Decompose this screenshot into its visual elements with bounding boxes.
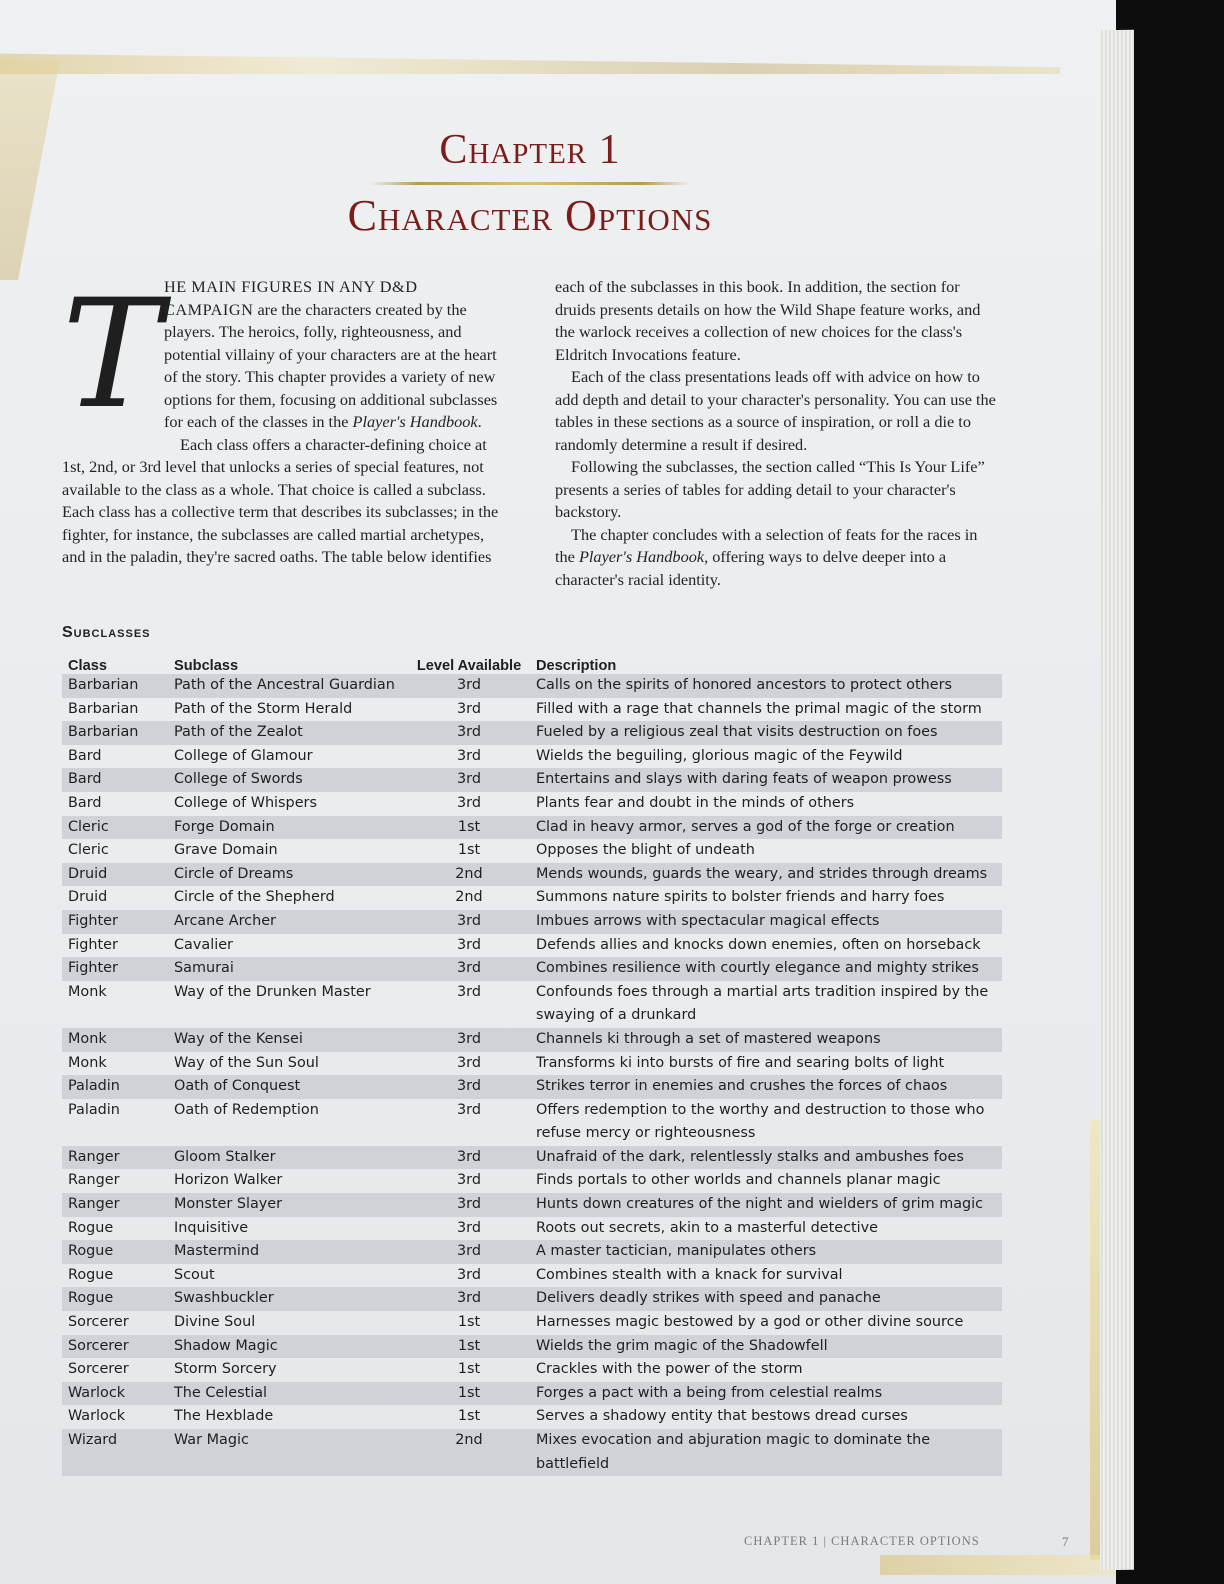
description-cell: Mixes evocation and abjuration magic to dominate the battlefield [530,1429,1002,1476]
table-row [62,1405,1002,1429]
table-row [62,768,1002,792]
table-row [62,1264,1002,1288]
class-cell: Sorcerer [62,1335,168,1359]
description-cell: Roots out secrets, akin to a masterful detective [536,1219,878,1236]
description-cell: Crackles with the power of the storm [536,1361,803,1378]
table-row [62,839,1002,863]
level-cell: 3rd [457,794,481,811]
table-row [62,1193,1002,1217]
table-row [62,1169,1002,1193]
table-row [62,721,1002,745]
class-cell: Monk [68,983,107,1000]
subclass-cell: Circle of the Shepherd [174,889,335,906]
table-row [62,957,1002,981]
table-header-row [62,648,1002,674]
level-cell: 3rd [408,957,530,981]
class-cell: Paladin [68,1101,120,1118]
class-cell: Barbarian [68,700,139,717]
subclass-cell: Cavalier [174,936,233,953]
class-cell: Druid [68,889,108,906]
level-cell: 1st [457,1408,481,1425]
chapter-number: Chapter 1 [439,127,621,173]
title-divider [370,182,690,185]
table-row [62,792,1002,816]
level-cell: 3rd [457,700,481,717]
subclass-cell: Shadow Magic [168,1335,408,1359]
table-row [62,1311,1002,1335]
gold-border-bottom [880,1555,1116,1575]
description-cell: Wields the grim magic of the Shadowfell [530,1335,1002,1359]
table-row [62,1075,1002,1099]
subclass-cell: Path of the Ancestral Guardian [168,674,408,698]
table-row [62,886,1002,910]
table-row [62,1335,1002,1359]
intro-paragraph-2: Each class offers a character-defining choice at 1st, 2nd, or 3rd level that unlocks a series of special features, not available to the class as a whole. That choice is called a subclass. Each class has a collective term that describes its subclasses; in the fighter, for instance, the subclasses are called martial archetypes, and in the paladin, they're sacred oaths. The table below identifies [62,434,499,566]
level-cell: 3rd [408,1028,530,1052]
intro-paragraph-1: HE MAIN FIGURES IN ANY D&D CAMPAIGN are the characters created by the players. The heroics, folly, righteousness, and potential villainy of your characters are at the heart of the story. This chapter provides a variety of new options for them, focusing on additional subclasses for each of the classes in the Player's Handbook. [164,277,498,431]
running-head: CHAPTER 1 | CHARACTER OPTIONS [744,1534,980,1548]
table-row [62,863,1002,887]
level-cell: 3rd [408,721,530,745]
table-body [62,674,1002,1476]
table-row [62,1287,1002,1311]
level-cell: 3rd [457,983,481,1000]
description-cell: A master tactician, manipulates others [530,1240,1002,1264]
description-cell: Defends allies and knocks down enemies, often on horseback [536,936,981,953]
level-cell: 3rd [408,1287,530,1311]
subclass-cell: Scout [174,1266,215,1283]
description-cell: Forges a pact with a being from celestial realms [530,1382,1002,1406]
subclass-cell: Storm Sorcery [174,1361,277,1378]
subclass-cell: College of Swords [168,768,408,792]
level-cell: 1st [408,1335,530,1359]
class-cell: Bard [68,794,102,811]
subclass-cell: Way of the Sun Soul [174,1054,319,1071]
level-cell: 1st [408,816,530,840]
left-column [62,268,508,569]
subclass-cell: Circle of Dreams [168,863,408,887]
column-header: Subclass [174,658,239,674]
level-cell: 3rd [457,936,481,953]
class-cell: Druid [62,863,168,887]
class-cell: Cleric [68,842,109,859]
level-cell: 1st [408,1382,530,1406]
description-cell: Opposes the blight of undeath [536,842,755,859]
intro-paragraph-4: Each of the class presentations leads off with advice on how to add depth and detail to your character's personality. You can use the tables in these sections as a source of inspiration, or roll a die to randomly determine a result if desired. [555,367,996,454]
level-cell: 3rd [408,910,530,934]
description-cell: Calls on the spirits of honored ancestors to protect others [530,674,1002,698]
description-cell: Channels ki through a set of mastered weapons [530,1028,1002,1052]
description-cell: Harnesses magic bestowed by a god or other divine source [536,1314,964,1331]
class-cell: Rogue [62,1287,168,1311]
description-cell: Wields the beguiling, glorious magic of the Feywild [536,747,903,764]
subclass-cell: College of Whispers [174,794,317,811]
drop-cap: T [62,268,163,442]
description-cell: Combines resilience with courtly elegance and mighty strikes [530,957,1002,981]
table-row [62,698,1002,722]
table-row [62,1358,1002,1382]
class-cell: Wizard [62,1429,168,1476]
level-cell: 3rd [457,1101,481,1118]
description-cell: Clad in heavy armor, serves a god of the forge or creation [530,816,1002,840]
level-cell: 1st [457,1314,481,1331]
class-cell: Fighter [68,936,118,953]
class-cell: Paladin [62,1075,168,1099]
class-cell: Sorcerer [68,1361,129,1378]
column-header: Class [68,658,107,674]
subclass-cell: Gloom Stalker [168,1146,408,1170]
class-cell: Warlock [68,1408,126,1425]
description-cell: Fueled by a religious zeal that visits destruction on foes [530,721,1002,745]
subclass-cell: Samurai [168,957,408,981]
description-cell: Offers redemption to the worthy and destruction to those who refuse mercy or righteousness [536,1101,985,1142]
table-row [62,981,1002,1028]
class-cell: Ranger [62,1146,168,1170]
gold-border-top [0,40,1060,74]
table-row [62,934,1002,958]
class-cell: Barbarian [62,674,168,698]
level-cell: 3rd [457,747,481,764]
subclass-cell: War Magic [168,1429,408,1476]
description-cell: Entertains and slays with daring feats of weapon prowess [530,768,1002,792]
table-heading: Subclasses [62,624,151,641]
class-cell: Fighter [62,910,168,934]
subclasses-table [62,648,1002,1476]
class-cell: Warlock [62,1382,168,1406]
intro-paragraph-5: Following the subclasses, the section called “This Is Your Life” presents a series of tables for adding detail to your character's backstory. [555,457,985,521]
table-row [62,1429,1002,1476]
level-cell: 2nd [455,889,483,906]
subclass-cell: Path of the Storm Herald [174,700,353,717]
subclass-cell: Way of the Drunken Master [174,983,371,1000]
description-cell: Mends wounds, guards the weary, and strides through dreams [530,863,1002,887]
subclass-cell: Oath of Conquest [168,1075,408,1099]
table-row [62,1240,1002,1264]
description-cell: Summons nature spirits to bolster friends and harry foes [536,889,945,906]
level-cell: 2nd [408,863,530,887]
class-cell: Bard [68,747,102,764]
class-cell: Monk [68,1054,107,1071]
description-cell: Imbues arrows with spectacular magical effects [530,910,1002,934]
subclass-cell: Divine Soul [174,1314,256,1331]
table-row [62,1099,1002,1146]
lead-in: HE MAIN FIGURES IN ANY D&D CAMPAIGN [164,277,418,319]
level-cell: 1st [457,842,481,859]
table-row [62,1382,1002,1406]
level-cell: 3rd [408,1240,530,1264]
description-cell: Finds portals to other worlds and channels planar magic [536,1172,941,1189]
class-cell: Bard [62,768,168,792]
page-number: 7 [1062,1534,1069,1549]
subclass-cell: Path of the Zealot [168,721,408,745]
level-cell: 1st [457,1361,481,1378]
subclass-cell: Forge Domain [168,816,408,840]
column-header: Level Available [416,658,522,674]
level-cell: 3rd [457,1054,481,1071]
class-cell: Barbarian [62,721,168,745]
class-cell: Ranger [68,1172,120,1189]
table-row [62,674,1002,698]
right-column [555,276,999,591]
subclass-cell: Mastermind [168,1240,408,1264]
description-cell: Strikes terror in enemies and crushes the forces of chaos [530,1075,1002,1099]
table-row [62,1217,1002,1241]
description-cell: Combines stealth with a knack for survival [536,1266,843,1283]
table-row [62,1028,1002,1052]
class-cell: Rogue [68,1219,114,1236]
level-cell: 3rd [457,1219,481,1236]
description-cell: Delivers deadly strikes with speed and panache [530,1287,1002,1311]
subclass-cell: Swashbuckler [168,1287,408,1311]
table-row [62,910,1002,934]
level-cell: 2nd [408,1429,530,1476]
intro-paragraph-6: The chapter concludes with a selection of feats for the races in the Player's Handbook, offering ways to delve deeper into a character's racial identity. [555,524,978,589]
subclass-cell: Arcane Archer [168,910,408,934]
level-cell: 3rd [457,1266,481,1283]
subclass-cell: College of Glamour [174,747,313,764]
level-cell: 3rd [408,768,530,792]
class-cell: Rogue [68,1266,114,1283]
subclass-cell: The Hexblade [174,1408,274,1425]
level-cell: 3rd [408,1075,530,1099]
column-header: Description [536,658,617,674]
subclass-cell: Way of the Kensei [168,1028,408,1052]
class-cell: Cleric [62,816,168,840]
table-row [62,1052,1002,1076]
description-cell: Serves a shadowy entity that bestows dread curses [536,1408,908,1425]
table-row [62,745,1002,769]
level-cell: 3rd [408,1193,530,1217]
table-row [62,1146,1002,1170]
subclass-cell: Inquisitive [174,1219,249,1236]
class-cell: Fighter [62,957,168,981]
level-cell: 3rd [457,1172,481,1189]
description-cell: Unafraid of the dark, relentlessly stalks and ambushes foes [530,1146,1002,1170]
description-cell: Hunts down creatures of the night and wielders of grim magic [530,1193,1002,1217]
level-cell: 3rd [408,674,530,698]
class-cell: Sorcerer [68,1314,129,1331]
level-cell: 3rd [408,1146,530,1170]
page-edge-stack [1100,30,1134,1570]
subclass-cell: Monster Slayer [168,1193,408,1217]
intro-paragraph-3: each of the subclasses in this book. In addition, the section for druids presents details on how the Wild Shape feature works, and the warlock receives a collection of new choices for the class's Eldritch Invocations feature. [555,277,981,364]
subclass-cell: Oath of Redemption [174,1101,319,1118]
table-row [62,816,1002,840]
subclass-cell: The Celestial [168,1382,408,1406]
class-cell: Monk [62,1028,168,1052]
chapter-title: Character Options [347,191,713,240]
description-cell: Filled with a rage that channels the primal magic of the storm [536,700,982,717]
description-cell: Transforms ki into bursts of fire and searing bolts of light [536,1054,945,1071]
description-cell: Confounds foes through a martial arts tradition inspired by the swaying of a drunkard [536,983,989,1024]
description-cell: Plants fear and doubt in the minds of others [536,794,855,811]
class-cell: Ranger [62,1193,168,1217]
subclass-cell: Grave Domain [174,842,278,859]
class-cell: Rogue [62,1240,168,1264]
subclass-cell: Horizon Walker [174,1172,283,1189]
